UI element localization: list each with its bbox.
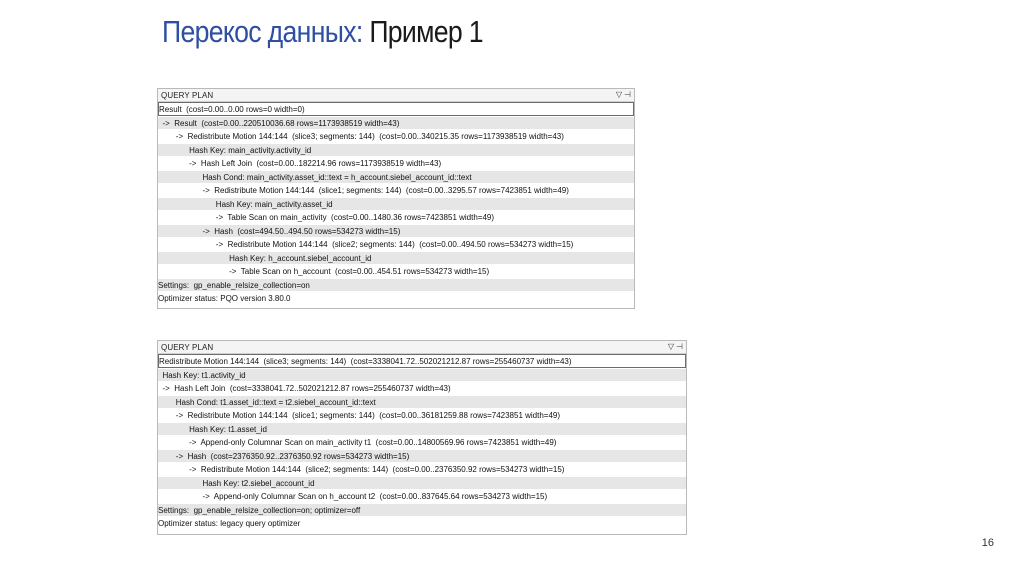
filter-icon[interactable]: ▽ [615, 90, 623, 99]
plan-optimizer-row[interactable]: Optimizer status: PQO version 3.80.0 [158, 291, 634, 305]
query-plan-rows-2 [158, 354, 686, 530]
query-plan-panel-2 [157, 340, 687, 535]
pin-icon[interactable]: ⊣ [624, 90, 631, 99]
plan-row[interactable]: Hash Key: t1.asset_id [158, 422, 686, 436]
query-plan-header-2 [158, 341, 686, 354]
plan-row[interactable]: -> Hash Left Join (cost=3338041.72..502021212.87 rows=255460737 width=43) [158, 381, 686, 395]
query-plan-header-label: QUERY PLAN [161, 342, 214, 352]
plan-row[interactable]: -> Redistribute Motion 144:144 (slice2; segments: 144) (cost=0.00..494.50 rows=534273 width=15) [158, 237, 634, 251]
header-icons [668, 343, 683, 351]
plan-row[interactable]: -> Result (cost=0.00..220510036.68 rows=1173938519 width=43) [158, 116, 634, 130]
plan-row[interactable]: -> Table Scan on main_activity (cost=0.00..1480.36 rows=7423851 width=49) [158, 210, 634, 224]
plan-row[interactable]: -> Append-only Columnar Scan on main_activity t1 (cost=0.00..14800569.96 rows=7423851 width=49) [158, 435, 686, 449]
plan-settings-row[interactable]: Settings: gp_enable_relsize_collection=on; optimizer=off [158, 503, 686, 517]
plan-row[interactable]: Result (cost=0.00..0.00 rows=0 width=0) [158, 102, 634, 116]
query-plan-panel-1 [157, 88, 635, 309]
plan-row[interactable]: Hash Cond: main_activity.asset_id::text = h_account.siebel_account_id::text [158, 170, 634, 184]
query-plan-rows-1 [158, 102, 634, 305]
plan-row[interactable]: -> Redistribute Motion 144:144 (slice3; segments: 144) (cost=0.00..340215.35 rows=1173938519 width=43) [158, 129, 634, 143]
plan-row[interactable]: -> Hash (cost=2376350.92..2376350.92 rows=534273 width=15) [158, 449, 686, 463]
plan-row[interactable]: -> Redistribute Motion 144:144 (slice1; segments: 144) (cost=0.00..36181259.88 rows=7423851 width=49) [158, 408, 686, 422]
plan-optimizer-row[interactable]: Optimizer status: legacy query optimizer [158, 516, 686, 530]
plan-row[interactable]: -> Append-only Columnar Scan on h_account t2 (cost=0.00..837645.64 rows=534273 width=15) [158, 489, 686, 503]
plan-row[interactable]: -> Table Scan on h_account (cost=0.00..454.51 rows=534273 width=15) [158, 264, 634, 278]
page-number: 16 [981, 537, 994, 549]
plan-row[interactable]: Hash Key: t1.activity_id [158, 368, 686, 382]
plan-row[interactable]: -> Redistribute Motion 144:144 (slice1; segments: 144) (cost=0.00..3295.57 rows=7423851 width=49) [158, 183, 634, 197]
plan-row[interactable]: -> Hash Left Join (cost=0.00..182214.96 rows=1173938519 width=43) [158, 156, 634, 170]
header-icons [616, 91, 631, 99]
plan-row[interactable]: Hash Key: h_account.siebel_account_id [158, 251, 634, 265]
pin-icon[interactable]: ⊣ [676, 342, 683, 351]
query-plan-header-1 [158, 89, 634, 102]
plan-row[interactable]: Hash Key: main_activity.activity_id [158, 143, 634, 157]
plan-settings-row[interactable]: Settings: gp_enable_relsize_collection=on [158, 278, 634, 292]
slide-title [162, 14, 483, 50]
slide-title-accent: Перекос данных: [162, 14, 363, 49]
filter-icon[interactable]: ▽ [667, 342, 675, 351]
query-plan-header-label: QUERY PLAN [161, 90, 214, 100]
plan-row[interactable]: Hash Key: t2.siebel_account_id [158, 476, 686, 490]
plan-row[interactable]: Hash Cond: t1.asset_id::text = t2.siebel_account_id::text [158, 395, 686, 409]
plan-row[interactable]: -> Redistribute Motion 144:144 (slice2; segments: 144) (cost=0.00..2376350.92 rows=534273 width=15) [158, 462, 686, 476]
plan-row[interactable]: Redistribute Motion 144:144 (slice3; segments: 144) (cost=3338041.72..502021212.87 rows=255460737 width=43) [158, 354, 686, 368]
plan-row[interactable]: Hash Key: main_activity.asset_id [158, 197, 634, 211]
slide-title-rest: Пример 1 [369, 14, 483, 49]
plan-row[interactable]: -> Hash (cost=494.50..494.50 rows=534273 width=15) [158, 224, 634, 238]
